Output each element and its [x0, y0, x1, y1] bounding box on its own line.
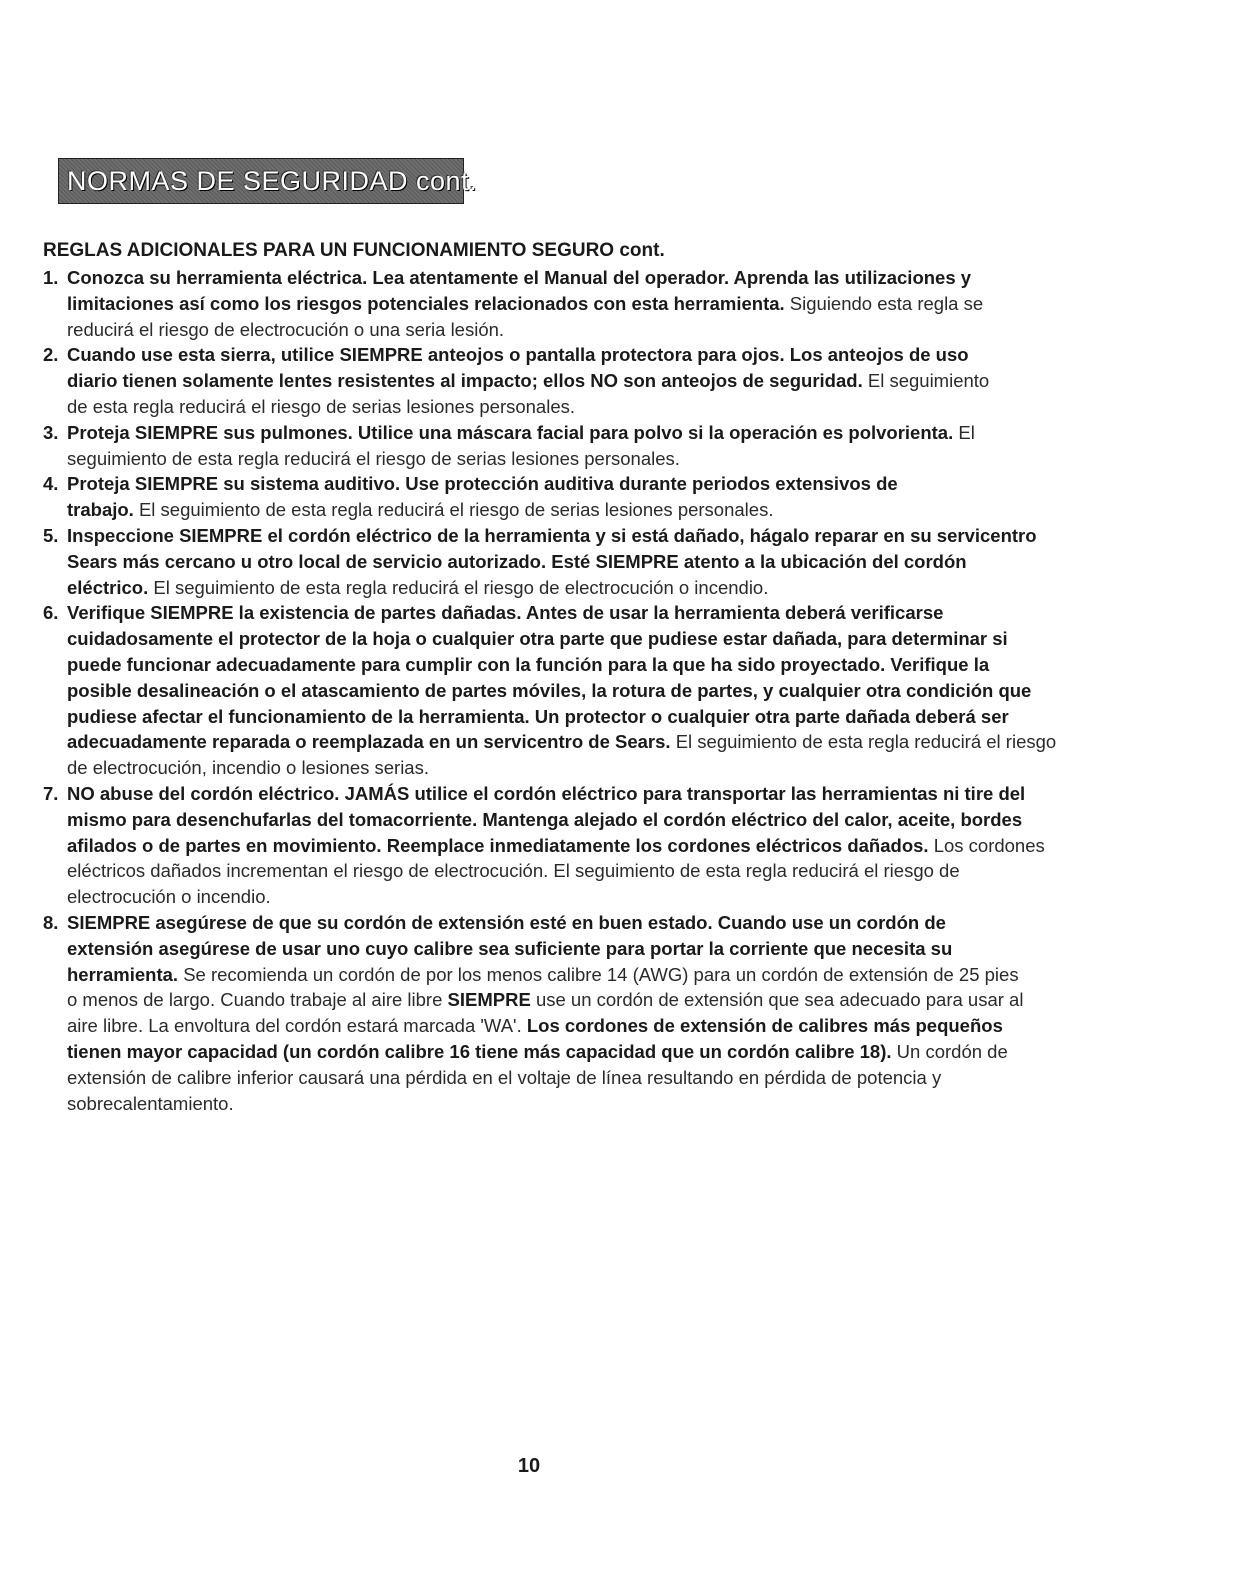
- rule-normal-text: Se recomienda un cordón de por los menos calibre 14 (AWG) para un cordón de extensión de 25 pies o menos de largo. Cuando trabaje al aire libre: [67, 963, 1019, 1011]
- rule-item-6: [43, 600, 1057, 781]
- rule-number: 2.: [43, 344, 59, 366]
- rule-item-8: [43, 910, 1027, 1116]
- rule-number: 7.: [43, 782, 59, 804]
- rule-normal-text: Los cordones eléctricos dañados incrementan el riesgo de electrocución. El seguimiento de esta regla reducirá el riesgo de electrocución o incendio.: [67, 834, 1045, 908]
- rule-bold-text: NO abuse del cordón eléctrico. JAMÁS utilice el cordón eléctrico para transportar las herramientas ni tire del mismo para desenchufarlas del tomacorriente. Mantenga alejado el cordón eléctrico del calor, aceite, bordes afilados o de partes en movimiento. Reemplace inmediatamente los cordones eléctricos dañados.: [67, 782, 1026, 856]
- rule-item-3: [43, 420, 1027, 472]
- rule-bold-text: Los cordones de extensión de calibres más pequeños tienen mayor capacidad (un cordón calibre 16 tiene más capacidad que un cordón calibre 18).: [67, 1015, 1003, 1062]
- rule-item-4: [43, 471, 947, 523]
- rule-item-1: [43, 265, 1027, 342]
- section-banner: [58, 158, 478, 204]
- rule-bold-text: Inspeccione SIEMPRE el cordón eléctrico de la herramienta y si está dañado, hágalo reparar en su servicentro Sears más cercano u otro local de servicio autorizado. Esté SIEMPRE atento a la ubicación del cordón eléctrico.: [67, 524, 1037, 598]
- rule-bold-text: SIEMPRE asegúrese de que su cordón de extensión esté en buen estado. Cuando use un cordón de extensión asegúrese de usar uno cuyo calibre sea suficiente para portar la corriente que necesita su herramienta.: [67, 911, 953, 985]
- rule-normal-text: Un cordón de extensión de calibre inferior causará una pérdida en el voltaje de línea resultando en pérdida de potencia y sobrecalentamiento.: [67, 1040, 1008, 1114]
- rule-normal-text: El seguimiento de esta regla reducirá el riesgo de serias lesiones personales.: [138, 499, 774, 521]
- rule-number: 8.: [43, 911, 59, 933]
- rule-number: 3.: [43, 421, 59, 443]
- rule-number: 5.: [43, 524, 59, 546]
- rule-bold-text: Cuando use esta sierra, utilice SIEMPRE anteojos o pantalla protectora para ojos. Los anteojos de uso diario tienen solamente lentes resistentes al impacto; ellos NO son anteojos de seguridad.: [67, 344, 969, 392]
- rule-normal-text: El seguimiento de esta regla reducirá el riesgo de electrocución, incendio o lesiones serias.: [67, 731, 1057, 779]
- rule-bold-text: Conozca su herramienta eléctrica. Lea atentamente el Manual del operador. Aprenda las utilizaciones y limitaciones así como los riesgos potenciales relacionados con esta herramienta.: [67, 267, 972, 314]
- rule-normal-text: El seguimiento de esta regla reducirá el riesgo de serias lesiones personales.: [67, 370, 990, 417]
- rule-number: 4.: [43, 473, 59, 495]
- rule-number: 6.: [43, 602, 59, 624]
- rule-item-2: [43, 342, 997, 419]
- rule-item-7: [43, 781, 1057, 910]
- rule-item-5: [43, 523, 1047, 600]
- rule-bold-text: Proteja SIEMPRE sus pulmones. Utilice una máscara facial para polvo si la operación es polvorienta.: [67, 421, 954, 443]
- rule-normal-text: El seguimiento de esta regla reducirá el riesgo de serias lesiones personales.: [67, 421, 975, 469]
- rule-normal-text: use un cordón de extensión que sea adecuado para usar al aire libre. La envoltura del cordón estará marcada 'WA'.: [67, 989, 1024, 1037]
- banner-title: NORMAS DE SEGURIDAD cont.: [67, 165, 478, 196]
- rule-number: 1.: [43, 267, 59, 288]
- rule-bold-text: Proteja SIEMPRE su sistema auditivo. Use protección auditiva durante periodos extensivos de trabajo.: [67, 473, 898, 521]
- rule-bold-text: SIEMPRE: [447, 989, 531, 1011]
- section-heading: REGLAS ADICIONALES PARA UN FUNCIONAMIENTO SEGURO cont.: [43, 240, 665, 261]
- rule-bold-text: Verifique SIEMPRE la existencia de partes dañadas. Antes de usar la herramienta deberá verificarse cuidadosamente el protector de la hoja o cualquier otra parte que pudiese estar dañada, para determinar si puede funcionar adecuadamente para cumplir con la función para la que ha sido proyectado. Verifique la posible desalineación o el atascamiento de partes móviles, la rotura de partes, y cualquier otra condición que pudiese afectar el funcionamiento de la herramienta. Un protector o cualquier otra parte dañada deberá ser adecuadamente reparada o reemplazada en un servicentro de Sears.: [67, 602, 1032, 753]
- rule-normal-text: Siguiendo esta regla se reducirá el riesgo de electrocución o una seria lesión.: [67, 292, 984, 340]
- rule-normal-text: El seguimiento de esta regla reducirá el riesgo de electrocución o incendio.: [153, 576, 769, 598]
- page-number: 10: [517, 1455, 541, 1477]
- rules-list: [43, 265, 1057, 1116]
